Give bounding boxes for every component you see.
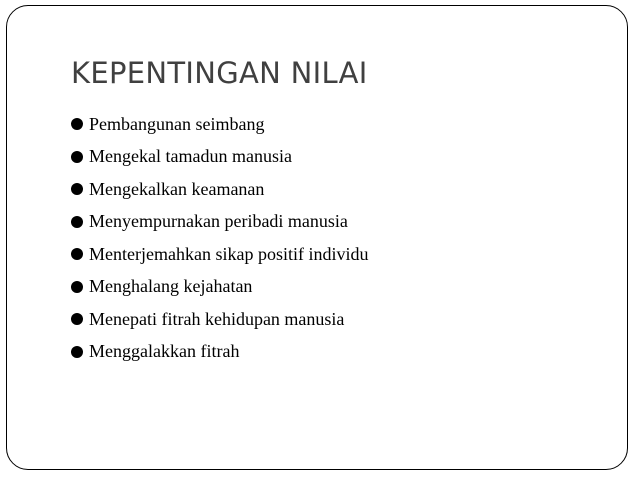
list-item-text: Menyempurnakan peribadi manusia: [89, 211, 348, 232]
list-item-text: Menghalang kejahatan: [89, 276, 253, 297]
bullet-icon: [71, 248, 83, 260]
bullet-icon: [71, 183, 83, 195]
bullet-icon: [71, 281, 83, 293]
list-item-text: Mengekalkan keamanan: [89, 178, 265, 199]
list-item: [71, 303, 368, 336]
bullet-icon: [71, 151, 83, 163]
list-item: [71, 238, 368, 271]
list-item-text: Pembangunan seimbang: [89, 113, 265, 134]
list-item-text: Menepati fitrah kehidupan manusia: [89, 308, 345, 329]
list-item: [71, 336, 368, 369]
list-item: [71, 141, 368, 174]
bullet-icon: [71, 216, 83, 228]
list-item: [71, 173, 368, 206]
slide-title: KEPENTINGAN NILAI: [71, 56, 368, 90]
list-item-text: Menggalakkan fitrah: [89, 341, 240, 362]
bullet-icon: [71, 118, 83, 130]
bullet-icon: [71, 346, 83, 358]
list-item: [71, 206, 368, 239]
list-item: [71, 108, 368, 141]
list-item: [71, 271, 368, 304]
bullet-list: [71, 108, 368, 368]
bullet-icon: [71, 313, 83, 325]
list-item-text: Menterjemahkan sikap positif individu: [89, 243, 369, 264]
list-item-text: Mengekal tamadun manusia: [89, 146, 292, 167]
